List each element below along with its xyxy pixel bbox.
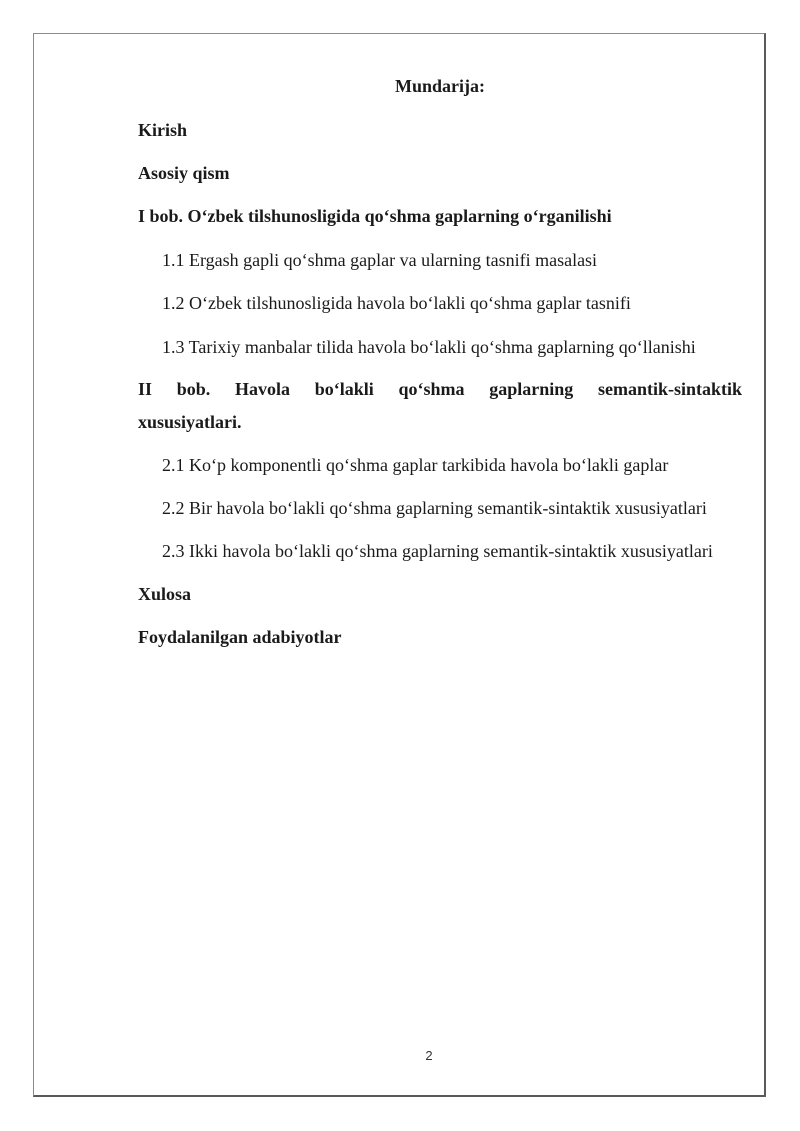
toc-entry-section-1-2: 1.2 O‘zbek tilshunosligida havola bo‘lakli qo‘shma gaplar tasnifi xyxy=(162,293,631,313)
toc-entry-section-2-1: 2.1 Ko‘p komponentli qo‘shma gaplar tarkibida havola bo‘lakli gaplar xyxy=(162,455,669,475)
toc-entry-section-2-3: 2.3 Ikki havola bo‘lakli qo‘shma gaplarning semantik-sintaktik xususiyatlari xyxy=(162,541,713,561)
page-number: 2 xyxy=(425,1048,433,1063)
toc-entry-section-1-1: 1.1 Ergash gapli qo‘shma gaplar va ularning tasnifi masalasi xyxy=(162,250,598,270)
toc-entry-conclusion: Xulosa xyxy=(138,584,192,604)
toc-entry-chapter-2: II bob. Havola bo‘lakli qo‘shma gaplarning semantik-sintaktik xyxy=(138,379,742,399)
page-frame xyxy=(33,33,766,1097)
toc-entry-chapter-2-continued: xususiyatlari. xyxy=(138,412,242,432)
toc-entry-intro: Kirish xyxy=(138,120,188,140)
toc-entry-bibliography: Foydalanilgan adabiyotlar xyxy=(138,627,342,647)
toc-entry-chapter-1: I bob. O‘zbek tilshunosligida qo‘shma gaplarning o‘rganilishi xyxy=(138,206,612,226)
toc-entry-section-1-3: 1.3 Tarixiy manbalar tilida havola bo‘lakli qo‘shma gaplarning qo‘llanishi xyxy=(162,337,696,357)
toc-entry-main-part: Asosiy qism xyxy=(138,163,230,183)
toc-entry-section-2-2: 2.2 Bir havola bo‘lakli qo‘shma gaplarning semantik-sintaktik xususiyatlari xyxy=(162,498,707,518)
toc-title: Mundarija: xyxy=(395,76,485,96)
